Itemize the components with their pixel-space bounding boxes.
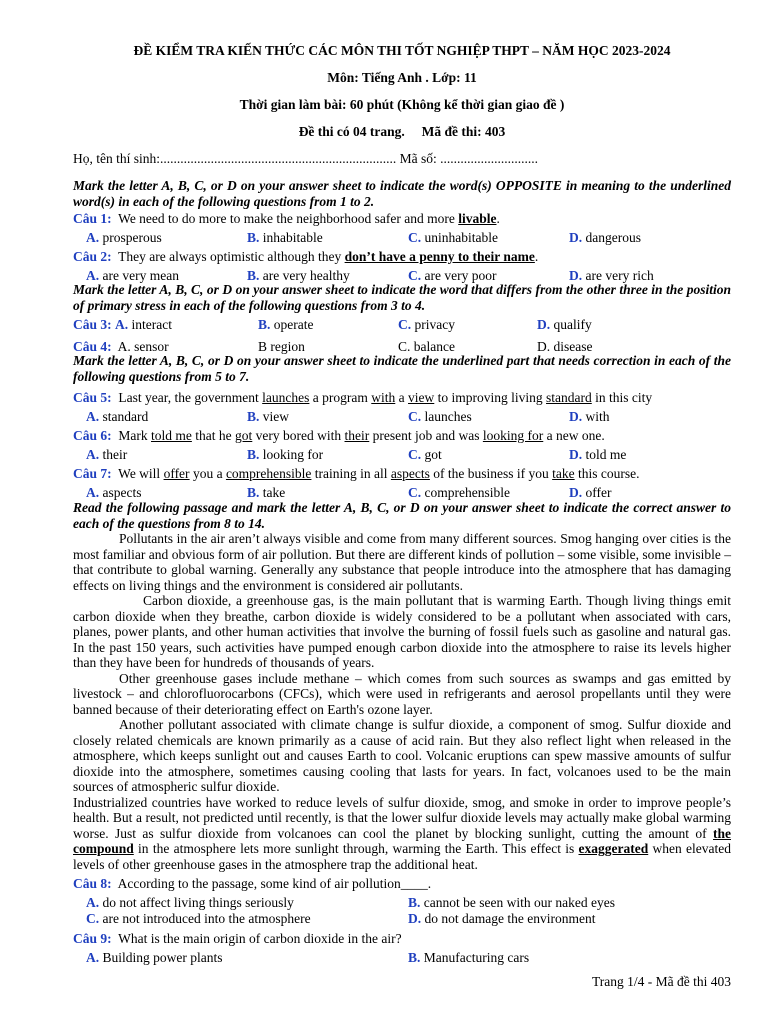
question-1: [73, 209, 731, 228]
option-b[interactable]: B. Manufacturing cars: [408, 950, 530, 965]
option-d[interactable]: D. with: [569, 409, 610, 424]
options-8-row1: [73, 895, 731, 911]
question-7: Câu 7: We will offer you a comprehensible training in all aspects of the business if you take this course.: [73, 466, 640, 481]
option-a[interactable]: A. their: [86, 447, 128, 462]
q3-option-d[interactable]: D. qualify: [537, 317, 592, 332]
option-b[interactable]: B. are very healthy: [247, 268, 350, 283]
option-d[interactable]: D. do not damage the environment: [408, 911, 596, 926]
student-info: Họ, tên thí sinh:...................................................................... Mã số: .............................: [73, 151, 538, 166]
underline-b: with: [371, 390, 396, 405]
q3-option-a[interactable]: Câu 3: A. interact: [73, 317, 172, 332]
option-d[interactable]: D. offer: [569, 485, 612, 500]
question-label: Câu 7:: [73, 466, 112, 481]
options-9-row1: [73, 948, 731, 967]
question-label: Câu 6:: [73, 428, 112, 443]
options-2: [73, 266, 731, 285]
underlined-word: exaggerated: [578, 841, 649, 856]
options-6: [73, 445, 731, 464]
exam-title: ĐỀ KIỂM TRA KIẾN THỨC CÁC MÔN THI TỐT NGHIỆP THPT – NĂM HỌC 2023-2024: [133, 43, 671, 58]
option-b[interactable]: B. looking for: [247, 447, 324, 462]
question-2: [73, 247, 731, 266]
option-a[interactable]: A. standard: [86, 409, 149, 424]
underline-d: standard: [546, 390, 592, 405]
option-c[interactable]: C. are not introduced into the atmosphere: [86, 911, 311, 926]
instruction-4: Read the following passage and mark the letter A, B, C, or D on your answer sheet to indicate the correct answer to each of the questions from 8 to 14.: [73, 500, 731, 531]
option-b[interactable]: B. cannot be seen with our naked eyes: [408, 895, 615, 910]
question-label: Câu 8:: [73, 876, 112, 891]
option-c[interactable]: C. got: [408, 447, 442, 462]
option-b[interactable]: B. take: [247, 485, 286, 500]
question-text: What is the main origin of carbon dioxide in the air?: [118, 931, 402, 946]
option-d[interactable]: D. are very rich: [569, 268, 654, 283]
options-8-row2: [73, 911, 731, 927]
option-c[interactable]: C. launches: [408, 409, 472, 424]
question-text: We need to do more to make the neighborhood safer and more: [118, 211, 459, 226]
instruction-2: Mark the letter A, B, C, or D on your answer sheet to indicate the word that differs from the other three in the position of primary stress in each of the following questions from 3 to 4.: [73, 282, 731, 313]
passage-paragraph-1: Pollutants in the air aren’t always visible and come from many different sources. Smog hanging over cities is the most familiar and obvious form of air pollution. But there are different kinds of pollution – some visible, some invisible – that contribute to global warning. Generally any substance that people introduce into the atmosphere that has damaging effects on living things and the environment is considered air pollutants.: [73, 531, 731, 593]
q4-option-b[interactable]: B region: [258, 339, 305, 354]
underlined-phrase: the compound: [73, 825, 731, 856]
options-1: [73, 228, 731, 247]
passage-paragraph-2: Carbon dioxide, a greenhouse gas, is the main pollutant that is warming Earth. Though living things emit carbon dioxide when they breathe, carbon dioxide is widely considered to be a pollutant when associated with cars, planes, power plants, and other human activities that involve the burning of fossil fuels such as gasoline and natural gas. In the past 150 years, such activities have pumped enough carbon dioxide into the atmosphere to raise its levels higher than they have been for hundreds of thousands of years.: [73, 593, 731, 670]
underline-a: launches: [262, 390, 310, 405]
exam-subject: Môn: Tiếng Anh . Lớp: 11: [327, 70, 477, 85]
question-text-end: .: [496, 211, 500, 226]
q4-option-c[interactable]: C. balance: [398, 339, 455, 354]
instruction-1: Mark the letter A, B, C, or D on your answer sheet to indicate the word(s) OPPOSITE in meaning to the underlined word(s) in each of the following questions from 1 to 2.: [73, 178, 731, 209]
passage-paragraph-5: Industrialized countries have worked to reduce levels of sulfur dioxide, smog, and smoke in order to improve people’s health. But a result, not predicted until recently, is that the lower sulfur dioxide levels may actually make global warming worse. Just as sulfur dioxide from volcanoes can cool the planet by blocking sunlight, cutting the amount of the compound in the atmosphere lets more sunlight through, warming the Earth. This effect is exaggerated when elevated levels of other greenhouse gases in the atmosphere trap the additional heat.: [73, 794, 731, 872]
question-text: They are always optimistic although they: [118, 249, 345, 264]
question-label: Câu 5:: [73, 390, 112, 405]
option-d[interactable]: D. told me: [569, 447, 627, 462]
option-c[interactable]: C. uninhabitable: [408, 230, 498, 245]
exam-time: Thời gian làm bài: 60 phút (Không kể thời gian giao đề ): [239, 97, 565, 112]
question-text-end: .: [534, 249, 539, 264]
question-8: [73, 874, 731, 893]
option-a[interactable]: A. do not affect living things seriously: [86, 895, 294, 910]
question-label: Câu 9:: [73, 931, 112, 946]
q3-option-c[interactable]: C. privacy: [398, 317, 455, 332]
question-5: Câu 5: Last year, the government launches a program with a view to improving living standard in this city: [73, 390, 653, 405]
passage-paragraph-3: Other greenhouse gases include methane – which comes from such sources as swamps and gas emitted by livestock – and chlorofluorocarbons (CFCs), which were used in refrigerants and aerosol propellants until they were banned because of their deteriorating effect on Earth's ozone layer.: [73, 670, 731, 717]
option-a[interactable]: A. are very mean: [86, 268, 179, 283]
question-label: Câu 1:: [73, 211, 112, 226]
question-3: [73, 313, 731, 336]
option-a[interactable]: A. Building power plants: [86, 950, 223, 965]
question-label: Câu 2:: [73, 249, 112, 264]
option-a[interactable]: A. aspects: [86, 485, 142, 500]
underlined-phrase: don’t have a penny to their name: [344, 249, 535, 264]
q4-option-a[interactable]: Câu 4: A. sensor: [73, 339, 169, 354]
option-c[interactable]: C. are very poor: [408, 268, 497, 283]
exam-pages: Đề thi có 04 trang. Mã đề thi: 403: [298, 124, 506, 139]
question-text: According to the passage, some kind of air pollution____.: [117, 876, 432, 891]
question-9: [73, 929, 731, 948]
option-b[interactable]: B. inhabitable: [247, 230, 323, 245]
q4-option-d[interactable]: D. disease: [537, 339, 593, 354]
underline-c: view: [408, 390, 435, 405]
question-4: [73, 336, 731, 357]
question-6: Câu 6: Mark told me that he got very bored with their present job and was looking for a new one.: [73, 428, 605, 443]
instruction-3: Mark the letter A, B, C, or D on your answer sheet to indicate the underlined part that needs correction in each of the following questions from 5 to 7.: [73, 353, 731, 384]
passage-paragraph-4: Another pollutant associated with climate change is sulfur dioxide, a component of smog. Sulfur dioxide and closely related chemicals are known primarily as a cause of acid rain. But they also reflect light when released in the atmosphere, which keeps sunlight out and causes Earth to cool. Volcanic eruptions can spew massive amounts of sulfur dioxide into the atmosphere, sometimes causing cooling that lasts for years. In fact, volcanoes used to be the main sources of atmospheric sulfur dioxide.: [73, 717, 731, 794]
option-b[interactable]: B. view: [247, 409, 290, 424]
exam-page: [73, 42, 731, 967]
option-c[interactable]: C. comprehensible: [408, 485, 510, 500]
q3-option-b[interactable]: B. operate: [258, 317, 314, 332]
options-7: [73, 483, 731, 502]
option-a[interactable]: A. prosperous: [86, 230, 162, 245]
options-5: [73, 407, 731, 426]
underlined-word: livable: [458, 211, 497, 226]
option-d[interactable]: D. dangerous: [569, 230, 641, 245]
page-footer: Trang 1/4 - Mã đề thi 403: [592, 974, 731, 989]
